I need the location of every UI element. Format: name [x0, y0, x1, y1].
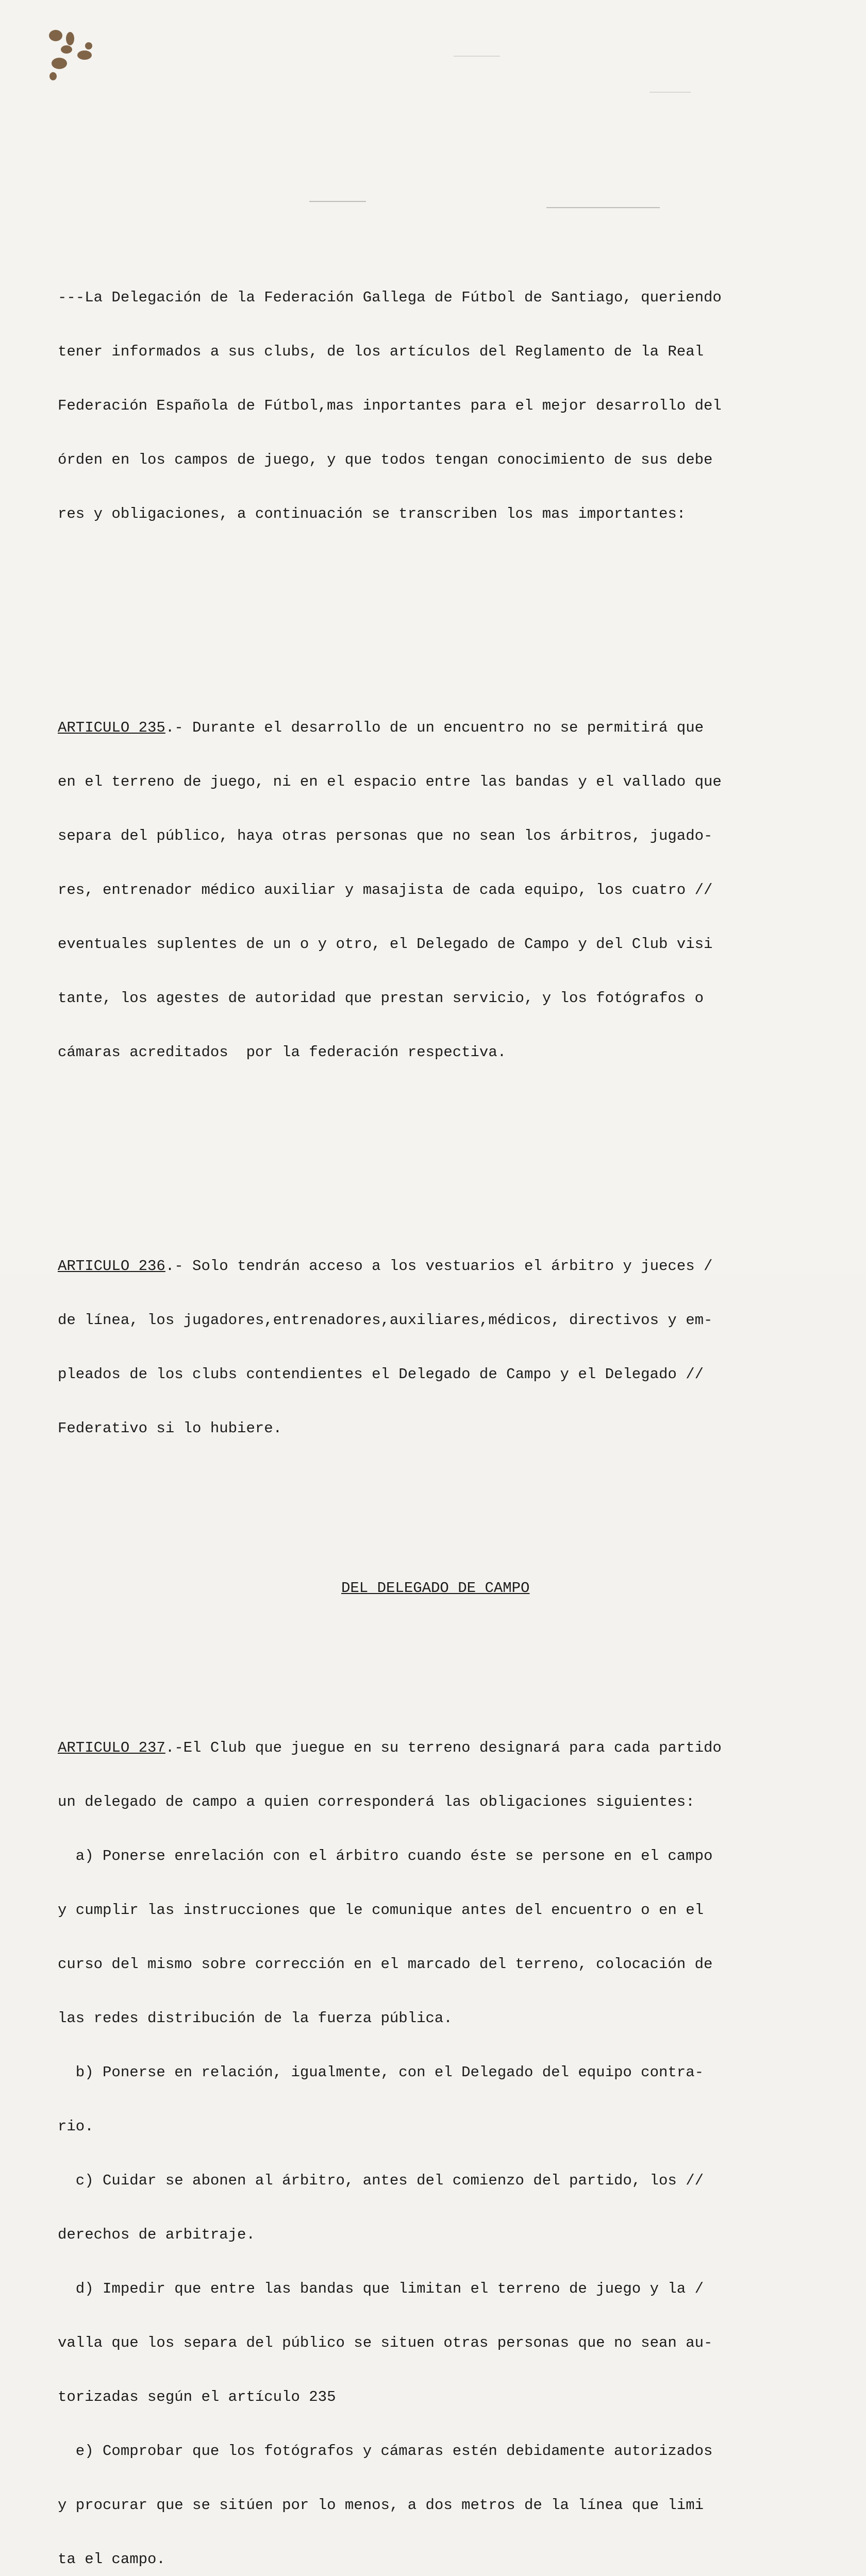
text-line: Federación Española de Fútbol,mas inportantes para el mejor desarrollo del: [58, 397, 722, 414]
text-line: derechos de arbitraje.: [58, 2226, 255, 2243]
text-line: rio.: [58, 2118, 94, 2135]
text-line: res, entrenador médico auxiliar y masajista de cada equipo, los cuatro //: [58, 882, 713, 899]
article-heading-line: [58, 1739, 831, 1757]
text-line: curso del mismo sobre corrección en el marcado del terreno, colocación de: [58, 1956, 713, 1973]
article-heading-line: [58, 1257, 831, 1275]
text-line: cámaras acreditados por la federación respectiva.: [58, 1044, 507, 1061]
article-235: [58, 683, 831, 1097]
text-line: en el terreno de juego, ni en el espacio entre las bandas y el vallado que: [58, 773, 722, 790]
faint-dash: [454, 56, 500, 57]
stain-mark: [61, 45, 72, 54]
article-label: ARTICULO 235: [58, 719, 165, 736]
article-237: [58, 1703, 831, 2576]
text-line: órden en los campos de juego, y que todos tengan conocimiento de sus debe: [58, 451, 713, 468]
text-line: un delegado de campo a quien corresponderá las obligaciones siguientes:: [58, 1793, 695, 1810]
section-heading: [58, 1579, 831, 1597]
article-236: [58, 1221, 831, 1473]
stain-mark: [52, 58, 67, 69]
article-label: ARTICULO 237: [58, 1739, 165, 1756]
text-line: y procurar que se sitúen por lo menos, a dos metros de la línea que limi: [58, 2497, 704, 2514]
text-line: tante, los agestes de autoridad que prestan servicio, y los fotógrafos o: [58, 990, 704, 1007]
text-line: de línea, los jugadores,entrenadores,auxiliares,médicos, directivos y em-: [58, 1312, 713, 1329]
intro-paragraph: [58, 252, 831, 559]
faint-dash: [649, 92, 691, 93]
section-heading-text: DEL DELEGADO DE CAMPO: [341, 1580, 530, 1597]
stain-mark: [49, 72, 57, 80]
document-body: [58, 216, 831, 2576]
faint-dash: [546, 207, 660, 208]
text-line: ---La Delegación de la Federación Gallega de Fútbol de Santiago, queriendo: [58, 289, 722, 306]
text-line: .-El Club que juegue en su terreno designará para cada partido: [165, 1739, 722, 1756]
text-line: valla que los separa del público se situen otras personas que no sean au-: [58, 2334, 713, 2351]
article-heading-line: [58, 719, 831, 737]
stain-mark: [49, 30, 62, 41]
text-line: las redes distribución de la fuerza pública.: [58, 2010, 453, 2027]
text-line: a) Ponerse enrelación con el árbitro cuando éste se persone en el campo: [58, 1848, 713, 1865]
text-line: pleados de los clubs contendientes el Delegado de Campo y el Delegado //: [58, 1366, 704, 1383]
faint-dash: [309, 201, 366, 202]
text-line: e) Comprobar que los fotógrafos y cámaras estén debidamente autorizados: [58, 2443, 713, 2460]
text-line: ta el campo.: [58, 2551, 165, 2568]
text-line: torizadas según el artículo 235: [58, 2388, 336, 2405]
text-line: separa del público, haya otras personas que no sean los árbitros, jugado-: [58, 827, 713, 844]
article-label: ARTICULO 236: [58, 1258, 165, 1275]
text-line: c) Cuidar se abonen al árbitro, antes del comienzo del partido, los //: [58, 2172, 704, 2189]
text-line: y cumplir las instrucciones que le comunique antes del encuentro o en el: [58, 1902, 704, 1919]
text-line: Federativo si lo hubiere.: [58, 1420, 282, 1437]
stain-mark: [85, 42, 92, 49]
text-line: tener informados a sus clubs, de los artículos del Reglamento de la Real: [58, 343, 704, 360]
text-line: eventuales suplentes de un o y otro, el Delegado de Campo y del Club visi: [58, 936, 713, 953]
stain-mark: [77, 50, 92, 60]
text-line: d) Impedir que entre las bandas que limitan el terreno de juego y la /: [58, 2280, 704, 2297]
text-line: .- Solo tendrán acceso a los vestuarios el árbitro y jueces /: [165, 1258, 713, 1275]
text-line: b) Ponerse en relación, igualmente, con el Delegado del equipo contra-: [58, 2064, 704, 2081]
stain-mark: [66, 32, 74, 45]
text-line: res y obligaciones, a continuación se transcriben los mas importantes:: [58, 505, 686, 522]
text-line: .- Durante el desarrollo de un encuentro no se permitirá que: [165, 719, 704, 736]
